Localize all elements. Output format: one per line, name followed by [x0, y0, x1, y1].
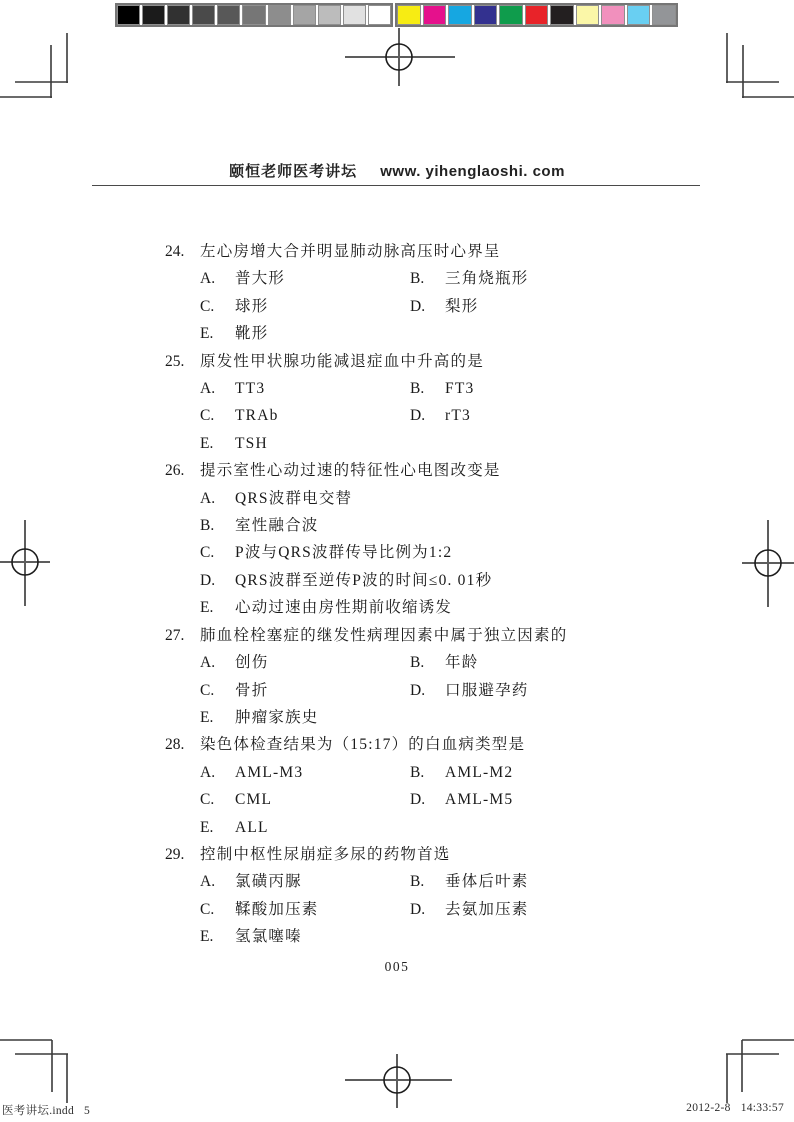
- option-label: C.: [200, 791, 215, 809]
- color-swatch: [397, 5, 421, 25]
- option-text: 三角烧瓶形: [445, 270, 529, 288]
- registration-mark-top: [345, 28, 455, 86]
- option-label: A.: [200, 489, 216, 507]
- option-d: [410, 402, 471, 429]
- option-a: [200, 265, 410, 292]
- color-swatch: [550, 5, 574, 25]
- option-text: 室性融合波: [235, 517, 319, 535]
- option-d: [410, 896, 529, 923]
- question-stem: 原发性甲状腺功能减退症血中升高的是: [200, 352, 484, 370]
- option-e: [200, 594, 452, 621]
- option-text: AML-M5: [445, 791, 514, 809]
- option-text: QRS波群电交替: [235, 489, 353, 507]
- option-c: [200, 896, 410, 923]
- question-stem-line: [165, 841, 645, 868]
- print-date: 2012-2-8: [686, 1102, 731, 1114]
- color-swatch: [525, 5, 549, 25]
- option-row: [165, 704, 645, 731]
- site-url: www. yihenglaoshi. com: [380, 163, 565, 180]
- option-d: [200, 567, 492, 594]
- option-a: [200, 759, 410, 786]
- color-swatch: [268, 5, 291, 25]
- option-row: [165, 814, 645, 841]
- option-d: [410, 677, 529, 704]
- color-swatch: [423, 5, 447, 25]
- option-text: 去氨加压素: [445, 900, 529, 918]
- question-25: [165, 348, 645, 458]
- option-row: [165, 539, 645, 566]
- option-text: TRAb: [235, 407, 279, 425]
- option-text: AML-M2: [445, 763, 514, 781]
- option-label: B.: [410, 873, 425, 891]
- question-26: [165, 457, 645, 621]
- color-swatch: [167, 5, 190, 25]
- option-label: E.: [200, 599, 214, 617]
- option-label: C.: [200, 681, 215, 699]
- crop-mark-bottom-left: [0, 1040, 68, 1103]
- option-label: B.: [410, 654, 425, 672]
- option-b: [410, 375, 474, 402]
- page-number: 005: [384, 959, 410, 974]
- registration-mark-bottom: [345, 1054, 452, 1108]
- color-swatch: [192, 5, 215, 25]
- option-row: [165, 677, 645, 704]
- option-text: TSH: [235, 434, 268, 452]
- question-stem: 控制中枢性尿崩症多尿的药物首选: [200, 845, 451, 863]
- option-e: [200, 814, 410, 841]
- color-swatch: [318, 5, 341, 25]
- option-c: [200, 293, 410, 320]
- option-text: 普大形: [235, 270, 286, 288]
- footer-file-slug: [2, 1102, 90, 1118]
- color-swatch: [601, 5, 625, 25]
- grayscale-calibration-bar: [115, 3, 393, 27]
- color-swatch: [242, 5, 265, 25]
- option-e: [200, 320, 410, 347]
- option-b: [410, 759, 513, 786]
- option-label: D.: [200, 571, 216, 589]
- question-stem-line: [165, 457, 645, 484]
- color-swatch: [652, 5, 676, 25]
- option-row: [165, 786, 645, 813]
- color-swatch: [499, 5, 523, 25]
- question-stem: 肺血栓栓塞症的继发性病理因素中属于独立因素的: [200, 626, 568, 644]
- file-name: 医考讲坛.indd: [2, 1105, 75, 1117]
- option-label: B.: [200, 517, 215, 535]
- question-29: [165, 841, 645, 951]
- option-text: 创伤: [235, 654, 269, 672]
- option-c: [200, 402, 410, 429]
- option-text: QRS波群至逆传P波的时间≤0. 01秒: [235, 571, 493, 589]
- question-number: 27.: [165, 626, 185, 644]
- option-row: [165, 759, 645, 786]
- color-calibration-bar: [395, 3, 678, 27]
- color-swatch: [448, 5, 472, 25]
- option-label: D.: [410, 900, 426, 918]
- question-stem-line: [165, 348, 645, 375]
- color-swatch: [474, 5, 498, 25]
- option-row: [165, 868, 645, 895]
- crop-mark-bottom-right: [726, 1040, 794, 1103]
- option-row: [165, 485, 645, 512]
- question-number: 29.: [165, 845, 185, 863]
- option-label: E.: [200, 325, 214, 343]
- registration-mark-left: [0, 520, 50, 606]
- question-stem: 提示室性心动过速的特征性心电图改变是: [200, 462, 501, 480]
- option-text: 梨形: [445, 297, 479, 315]
- question-number: 28.: [165, 736, 185, 754]
- option-c: [200, 539, 452, 566]
- option-row: [165, 430, 645, 457]
- footer-timestamp: [686, 1102, 784, 1114]
- option-b: [410, 649, 478, 676]
- option-label: E.: [200, 434, 214, 452]
- option-row: [165, 320, 645, 347]
- option-text: 年龄: [445, 654, 479, 672]
- option-label: D.: [410, 681, 426, 699]
- option-text: TT3: [235, 380, 266, 398]
- question-stem-line: [165, 622, 645, 649]
- option-text: 垂体后叶素: [445, 873, 529, 891]
- option-label: D.: [410, 791, 426, 809]
- question-28: [165, 731, 645, 841]
- option-b: [200, 512, 319, 539]
- color-swatch: [368, 5, 391, 25]
- option-text: 靴形: [235, 325, 269, 343]
- option-label: A.: [200, 873, 216, 891]
- option-label: B.: [410, 270, 425, 288]
- question-number: 26.: [165, 462, 185, 480]
- page-header: [0, 160, 794, 181]
- option-d: [410, 786, 513, 813]
- color-swatch: [293, 5, 316, 25]
- option-text: FT3: [445, 380, 475, 398]
- option-label: C.: [200, 407, 215, 425]
- sheet-number: 5: [84, 1105, 91, 1117]
- option-row: [165, 567, 645, 594]
- option-d: [410, 293, 478, 320]
- option-b: [410, 868, 529, 895]
- option-row: [165, 265, 645, 292]
- question-stem-line: [165, 731, 645, 758]
- option-text: 氯磺丙脲: [235, 873, 302, 891]
- color-swatch: [142, 5, 165, 25]
- option-label: E.: [200, 818, 214, 836]
- question-stem: 左心房增大合并明显肺动脉高压时心界呈: [200, 243, 501, 260]
- option-label: B.: [410, 380, 425, 398]
- question-stem-line: [165, 238, 645, 265]
- option-label: A.: [200, 763, 216, 781]
- option-a: [200, 649, 410, 676]
- option-a: [200, 375, 410, 402]
- option-row: [165, 402, 645, 429]
- option-row: [165, 649, 645, 676]
- question-24: [165, 238, 645, 348]
- option-row: [165, 512, 645, 539]
- option-text: P波与QRS波群传导比例为1:2: [235, 544, 453, 562]
- crop-mark-top-right: [726, 33, 794, 98]
- question-number: 24.: [165, 243, 185, 260]
- option-row: [165, 923, 645, 950]
- option-label: E.: [200, 928, 214, 946]
- option-row: [165, 896, 645, 923]
- option-text: ALL: [235, 818, 269, 836]
- print-time: 14:33:57: [740, 1102, 784, 1114]
- option-e: [200, 923, 410, 950]
- option-label: D.: [410, 297, 426, 315]
- option-text: 球形: [235, 297, 269, 315]
- option-label: C.: [200, 900, 215, 918]
- question-stem: 染色体检查结果为（15:17）的白血病类型是: [200, 736, 526, 754]
- option-label: A.: [200, 654, 216, 672]
- color-swatch: [217, 5, 240, 25]
- option-text: 氢氯噻嗪: [235, 928, 302, 946]
- site-name: 颐恒老师医考讲坛: [229, 163, 358, 180]
- option-text: 心动过速由房性期前收缩诱发: [235, 599, 453, 617]
- option-label: B.: [410, 763, 425, 781]
- option-label: E.: [200, 708, 214, 726]
- option-text: AML-M3: [235, 763, 304, 781]
- registration-mark-right: [742, 520, 794, 607]
- color-swatch: [343, 5, 366, 25]
- option-text: 鞣酸加压素: [235, 900, 319, 918]
- color-swatch: [117, 5, 140, 25]
- header-divider: [92, 185, 700, 186]
- option-label: A.: [200, 270, 216, 288]
- option-label: A.: [200, 380, 216, 398]
- option-label: C.: [200, 544, 215, 562]
- option-row: [165, 594, 645, 621]
- option-label: D.: [410, 407, 426, 425]
- option-row: [165, 375, 645, 402]
- option-text: 肿瘤家族史: [235, 708, 319, 726]
- option-text: rT3: [445, 407, 471, 425]
- color-swatch: [576, 5, 600, 25]
- color-swatch: [627, 5, 651, 25]
- option-text: CML: [235, 791, 273, 809]
- option-label: C.: [200, 297, 215, 315]
- crop-mark-top-left: [0, 33, 68, 98]
- question-27: [165, 622, 645, 732]
- option-e: [200, 430, 410, 457]
- option-c: [200, 677, 410, 704]
- question-number: 25.: [165, 352, 185, 370]
- option-a: [200, 868, 410, 895]
- question-list: [165, 238, 645, 951]
- option-a: [200, 485, 352, 512]
- option-c: [200, 786, 410, 813]
- option-text: 口服避孕药: [445, 681, 529, 699]
- option-b: [410, 265, 529, 292]
- option-row: [165, 293, 645, 320]
- option-e: [200, 704, 410, 731]
- option-text: 骨折: [235, 681, 269, 699]
